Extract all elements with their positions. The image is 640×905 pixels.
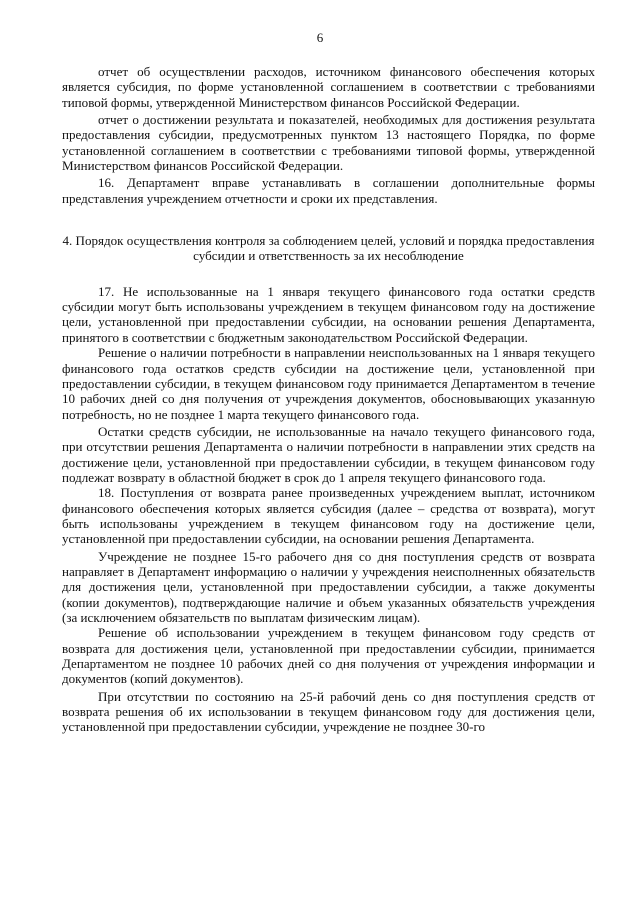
paragraph-clause-17: 17. Не использованные на 1 января текущего финансового года остатки средств субсидии могут быть использованы учреждением в текущем финансовом году на достижение цели, установленной при предоставлении субсидии, на основании решения Департамента, принятого в соответствии с бюджетным законодательством Российской Федерации. (62, 283, 595, 345)
page-number: 6 (316, 30, 324, 45)
paragraph-expense-report: отчет об осуществлении расходов, источником финансового обеспечения которых является субсидия, по форме установленной соглашением в соответствии с требованиями типовой формы, утвержденной Министерством финансов Российской Федерации. (62, 64, 595, 110)
paragraph-institution-notice: Учреждение не позднее 15-го рабочего дня со дня поступления средств от возврата направляет в Департамент информацию о наличии у учреждения неисполненных обязательств для достижения цели, установленной при предоставлении субсидии, а также документы (копии документов), подтверждающие наличие и объем указанных обязательств учреждения (за исключением обязательств по выплатам физическим лицам). (62, 548, 595, 625)
paragraph-need-decision: Решение о наличии потребности в направлении неиспользованных на 1 января текущего финансового года остатков средств субсидии на достижение цели, установленной при предоставлении субсидии, в текущем финансовом году принимается Департаментом в течение 10 рабочих дней со дня получения от учреждения документов, обосновывающих указанную потребность, но не позднее 1 марта текущего финансового года. (62, 345, 595, 422)
paragraph-no-decision: При отсутствии по состоянию на 25-й рабочий день со дня поступления средств от возврата решения об их использовании в текущем финансовом году для достижения цели, установленной при предоставлении субсидии, учреждение не позднее 30-го (62, 688, 595, 735)
paragraph-clause-16: 16. Департамент вправе устанавливать в соглашении дополнительные формы представления учреждением отчетности и сроки их представления. (62, 175, 595, 206)
paragraph-result-report: отчет о достижении результата и показателей, необходимых для достижения результата предоставления субсидии, предусмотренных пунктом 13 настоящего Порядка, по форме установленной соглашением в соответствии с требованиями типовой формы, утвержденной Министерством финансов Российской Федерации. (62, 112, 595, 174)
section-4-heading: 4. Порядок осуществления контроля за соблюдением целей, условий и порядка предоставления субсидии и ответственность за их несоблюдение (62, 233, 595, 264)
document-body (62, 64, 595, 735)
paragraph-clause-18: 18. Поступления от возврата ранее произведенных учреждением выплат, источником финансового обеспечения которых является субсидия (далее – средства от возврата), могут быть использованы учреждением в текущем финансовом году на достижение цели, установленной при предоставлении субсидии, на основании решения Департамента. (62, 485, 595, 547)
paragraph-remaining-funds: Остатки средств субсидии, не использованные на начало текущего финансового года, при отсутствии решения Департамента о наличии потребности в направлении этих средств на достижение цели, установленной при предоставлении субсидии, в текущем финансовом году подлежат возврату в областной бюджет в срок до 1 апреля текущего финансового года. (62, 423, 595, 485)
paragraph-usage-decision: Решение об использовании учреждением в текущем финансовом году средств от возврата для достижения цели, установленной при предоставлении субсидии, принимается Департаментом не позднее 10 рабочих дней со дня получения от учреждения информации и документов (копий документов). (62, 625, 595, 687)
